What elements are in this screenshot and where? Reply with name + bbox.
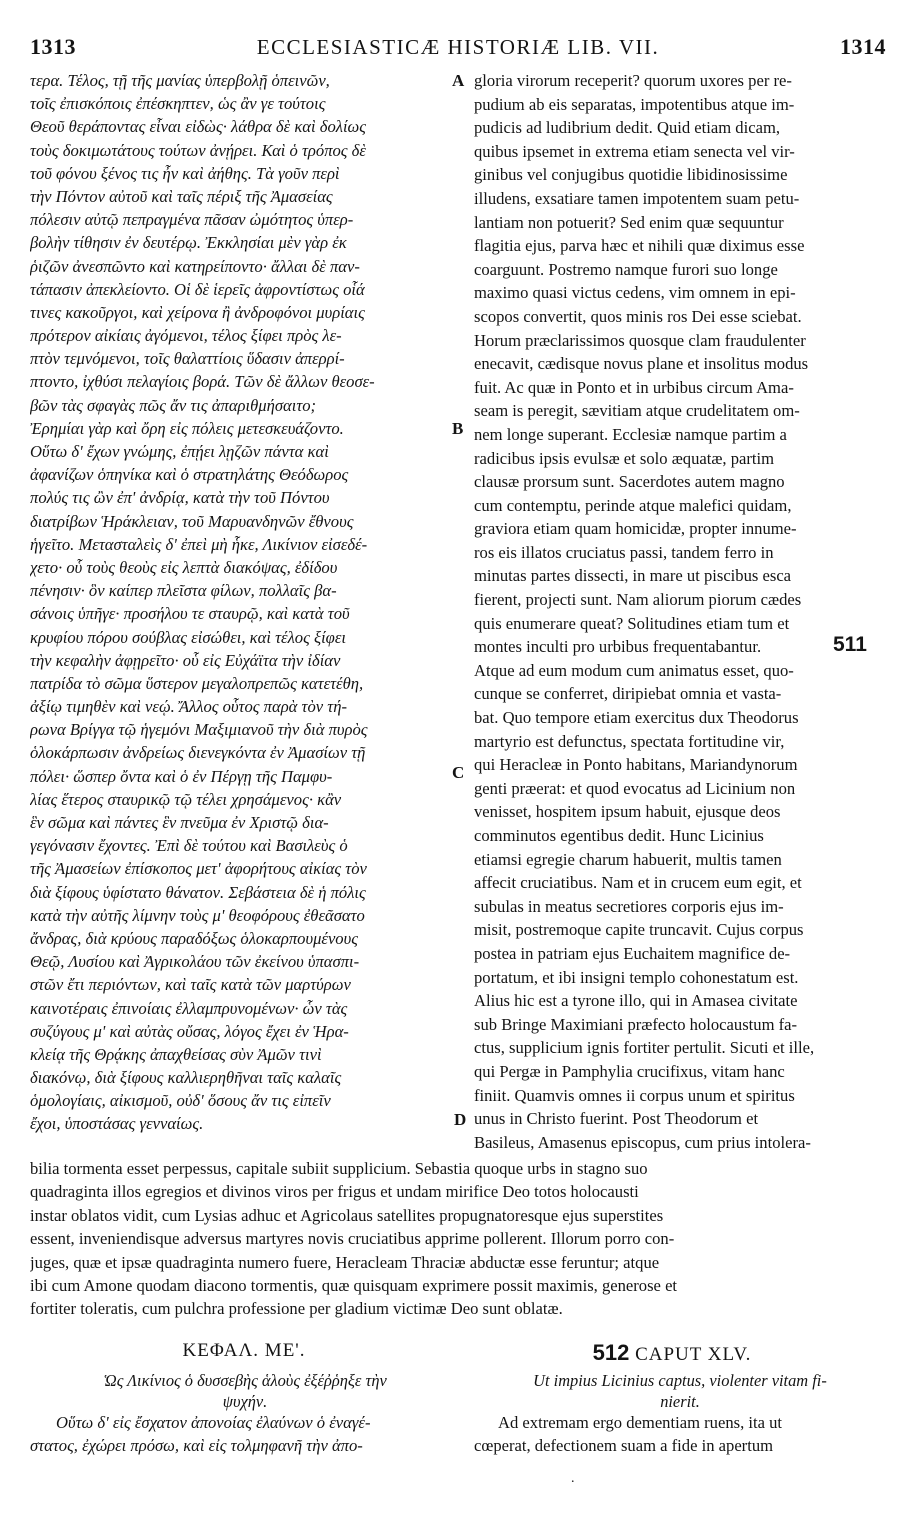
latin-text-line: gloria virorum receperit? quorum uxores per re- <box>474 71 792 90</box>
full-width-line: essent, inveniendisque adversus martyres novis cruciatibus apprime pollerent. Illorum porro con- <box>30 1229 675 1249</box>
greek-text-line: συζύγους μ' καὶ αὐτὰς οὔσας, λόγος ἔχει ἐν Ἡρα- <box>30 1021 349 1041</box>
latin-text-line: ros eis illatos cruciatus passi, tandem ferro in <box>474 542 774 562</box>
greek-text-line: ἀξίῳ τιμηθὲν καὶ νεῴ. Ἄλλος οὗτος παρὰ τὸν τή- <box>30 697 347 717</box>
greek-column <box>30 69 458 1136</box>
greek-text-line: Ἐρημίαι γὰρ καὶ ὄρη εἰς πόλεις μετεσκευάζοντο. <box>30 418 344 438</box>
greek-text-line: τὴν Πόντον αὐτοῦ καὶ ταῖς πέριξ τῆς Ἀμασείας <box>30 186 333 206</box>
latin-text-line: cunque se conferret, diripiebat omnia et vasta- <box>474 684 782 704</box>
greek-text-line: χετο· οὗ τοὺς θεοὺς εἰς λεπτὰ διακόψας, ἐδίδου <box>30 557 338 577</box>
greek-text-line: τάπασιν ἀπεκλείοντο. Οἱ δὲ ἱερεῖς ἀφροντίστως οἷά <box>30 279 365 299</box>
full-width-line: fortiter toleratis, cum pulchra professione per gladium victimæ Deo sunt oblatæ. <box>30 1299 563 1319</box>
greek-text-line: πατρίδα τὸ σῶμα ὕστερον μεγαλοπρεπῶς κατετέθη, <box>30 673 364 693</box>
latin-text-line: enecavit, cædisque novus plane et insolitus modus <box>474 354 809 374</box>
greek-text-line: γεγόνασιν ἔχοντες. Ἐπὶ δὲ τούτου καὶ Βασιλεὺς ὁ <box>30 836 348 856</box>
greek-text-line: ἡγεῖτο. Μετασταλεὶς δ' ἐπεὶ μὴ ἧκε, Λικίνιον εἰσεδέ- <box>30 534 368 554</box>
latin-text-line: subulas in meatus secretiores corporis ejus im- <box>474 896 784 916</box>
greek-text-line: τοῖς ἐπισκόποις ἐπέσκηπτεν, ὡς ἂν γε τούτοις <box>30 94 326 114</box>
latin-text-line: comminutos egentibus dedit. Hunc Licinius <box>474 826 764 845</box>
greek-chapter-heading: ΚΕΦΑΛ. ΜΕ'. <box>182 1340 306 1361</box>
margin-letter-b: B <box>452 419 464 438</box>
latin-text-line: sub Bringe Maximiani præfecto holocaustum fa- <box>474 1014 798 1034</box>
latin-text-line: martyrio est defunctus, spectata fortitudine vir, <box>474 731 785 751</box>
page-number-left: 1313 <box>30 34 76 59</box>
margin-letter-a: A <box>452 71 465 90</box>
latin-text-line: fuit. Ac quæ in Ponto et in urbibus circum Ama- <box>474 377 794 397</box>
full-width-text <box>30 1157 886 1321</box>
full-width-line: quadraginta illos egregios et divinos viros per frigus et undam mirifice Deo totos holocausti <box>30 1182 639 1202</box>
greek-text-line: ρωνα Βρίγγα τῷ ἡγεμόνι Μαξιμιανοῦ τὴν διὰ πυρὸς <box>30 720 368 740</box>
latin-chapter-text <box>474 1411 886 1457</box>
full-width-line: juges, quæ et ipsæ quadraginta numero fuere, Heracleam Thraciæ abductæ esse feruntur; atque <box>30 1252 660 1272</box>
greek-text-line: ἄνδρας, διὰ κρύους παραδόξως ὁλοκαρπουμένους <box>30 928 358 948</box>
latin-text-line: coarguunt. Postremo namque furori suo longe <box>474 259 778 279</box>
greek-text-line: λίας ἕτερος σταυρικῷ τῷ τέλει χρησάμενος· κἂν <box>30 789 342 809</box>
greek-subtitle-line: Ὡς Λικίνιος ὁ δυσσεβὴς ἁλοὺς ἐξέῤῥηξε τὴν <box>103 1371 387 1390</box>
full-width-line: ibi cum Amone quodam diacono tormentis, quæ quisquam exprimere possit maximis, generose et <box>30 1275 678 1295</box>
latin-text-line: minutas partes dissecti, in mare ut piscibus esca <box>474 566 792 586</box>
full-width-line: instar oblatos vidit, cum Lysias adhuc et Agricolaus satellites propugnatoresque ejus superstites <box>30 1205 664 1225</box>
latin-subtitle-line: nierit. <box>660 1392 700 1411</box>
latin-text-line: unus in Christo fuerint. Post Theodorum et <box>474 1109 759 1129</box>
latin-text-line: venisset, hospitem ipsum habuit, ejusque deos <box>474 802 781 822</box>
latin-chapter-heading-wrap <box>458 1340 886 1366</box>
latin-text-line: fierent, projecti sunt. Nam aliorum piorum cædes <box>474 590 802 610</box>
greek-text-line: ὁλοκάρπωσιν ἀνδρείως διενεγκόντα ἐν Ἀμασίων τῇ <box>30 743 366 763</box>
latin-chapter-line: cœperat, defectionem suam a fide in apertum <box>474 1436 774 1456</box>
greek-text-line: ἔχοι, ὑποστάσας γενναίως. <box>30 1114 204 1134</box>
greek-text-line: τερα. Τέλος, τῇ τῆς μανίας ὑπερβολῇ ὁπεινῶν, <box>30 71 330 90</box>
page-number-right: 1314 <box>840 34 886 59</box>
greek-text-line: ὁμολογίαις, αἰκισμοῦ, οὐδ' ὅσους ἄν τις εἰπεῖν <box>30 1091 331 1111</box>
running-header <box>30 34 886 64</box>
greek-subtitle-line: ψυχήν. <box>222 1392 268 1411</box>
greek-text-line: τῆς Ἀμασείων ἐπίσκοπος μετ' ἀφορήτους αἰκίας τὸν <box>30 859 367 879</box>
latin-chapter-subtitle <box>490 1370 870 1412</box>
latin-text-line: pudium ab eis separatas, impotentibus atque im- <box>474 94 795 114</box>
greek-text-line: διακόνῳ, διὰ ξίφους καλλιερηθῆναι ταῖς καλαῖς <box>30 1068 342 1088</box>
greek-text-line: κλείᾳ τῆς Θρᾴκης ἀπαχθείσας σὺν Ἀμῶν τινὶ <box>30 1044 322 1064</box>
latin-chapter-heading: CAPUT XLV. <box>635 1344 752 1365</box>
latin-text-line: pudicis ad ludibrium dedit. Quid etiam dicam, <box>474 118 781 138</box>
greek-text-line: πόλει· ὥσπερ ὄντα καὶ ὁ ἐν Πέργῃ τῆς Παμφυ- <box>30 766 333 786</box>
full-width-line: bilia tormenta esset perpessus, capitale subiit supplicium. Sebastia quoque urbs in stagno suo <box>30 1159 648 1178</box>
latin-text-line: etiamsi egregie charum habuerit, multis tamen <box>474 849 782 869</box>
greek-text-line: ἓν σῶμα καὶ πάντες ἓν πνεῦμα ἐν Χριστῷ δια- <box>30 813 329 832</box>
latin-text-line: Basileus, Amasenus episcopus, cum prius intolera- <box>474 1132 811 1152</box>
latin-text-line: nem longe superant. Ecclesiæ namque partim a <box>474 424 787 444</box>
greek-text-line: σάνοις ὑπῆγε· προσήλου τε σταυρῷ, καὶ κατὰ τοῦ <box>30 604 350 624</box>
greek-text-line: πολύς τις ὢν ἐπ' ἀνδρίᾳ, κατὰ τὴν τοῦ Πόντου <box>30 488 330 508</box>
latin-text-line: illudens, exsatiare tamen impotentem suam petu- <box>474 188 800 208</box>
greek-chapter-text <box>30 1411 458 1457</box>
latin-text-line: lantiam non potuerit? Sed enim quæ sequuntur <box>474 212 784 232</box>
greek-chapter-line: Οὕτω δ' εἰς ἔσχατον ἀπονοίας ἐλαύνων ὁ ἐναγέ- <box>56 1413 371 1432</box>
greek-text-line: καινοτέραις ἐπινοίαις ἐλλαμπρυνομένων· ὧν τὰς <box>30 998 348 1018</box>
greek-text-line: κατὰ τὴν αὐτῆς λίμνην τοὺς μ' θεοφόρους ἐθεᾶσατο <box>30 905 365 925</box>
latin-text-line: finiit. Quamvis omnes ii corpus unum et spiritus <box>474 1085 795 1105</box>
greek-text-line: πρότερον αἰκίαις ἀγόμενοι, τέλος ξίφει πρὸς λε- <box>30 326 342 346</box>
latin-chapter-line: Ad extremam ergo dementiam ruens, ita ut <box>498 1413 783 1432</box>
margin-letter-d: D <box>454 1110 467 1129</box>
greek-text-line: πτοντο, ἰχθύσι πελαγίοις βορά. Τῶν δὲ ἄλλων θεοσε- <box>30 372 375 392</box>
latin-text-line: montes inculti pro urbibus frequentabantur. <box>474 637 762 657</box>
latin-text-line: cum contemptu, perinde atque malefici quidam, <box>474 495 792 515</box>
latin-text-line: quis enumerare queat? Solitudines etiam tum et <box>474 613 790 633</box>
section-number-511: 511 <box>833 633 867 656</box>
latin-text-line: radicibus ipsis evulsæ et solo æquatæ, partim <box>474 448 775 468</box>
greek-text-line: τοῦ φόνου ξένος τις ἦν καὶ ἀήθης. Τὰ γοῦν περὶ <box>30 163 340 183</box>
latin-text-line: postea in patriam ejus Euchaitem magnifice de- <box>474 943 791 963</box>
greek-text-line: πτὸν τεμνόμενοι, τοῖς θαλαττίοις ὕδασιν ἀπερρί- <box>30 349 345 369</box>
greek-chapter-line: στατος, ἐχώρει πρόσω, καὶ εἰς τολμηφανῆ τὴν ἀπο- <box>30 1436 363 1456</box>
latin-column <box>474 69 886 1154</box>
greek-text-line: διατρίβων Ἡράκλειαν, τοῦ Μαρυανδηνῶν ἔθνους <box>30 511 354 531</box>
latin-text-line: portatum, et ibi insigni templo cohonestatum est. <box>474 967 799 987</box>
latin-text-line: scopos convertit, quos minis ros Dei esse sciebat. <box>474 306 802 326</box>
greek-text-line: τὴν κεφαλὴν ἀφῃρεῖτο· οὗ εἰς Εὐχάϊτα τὴν ἰδίαν <box>30 650 341 670</box>
latin-subtitle-line: Ut impius Licinius captus, violenter vitam fi- <box>533 1371 827 1390</box>
latin-text-line: clausæ prorsum sunt. Sacerdotes autem magno <box>474 472 785 492</box>
running-title: ECCLESIASTICÆ HISTORIÆ LIB. VII. <box>256 35 660 59</box>
latin-text-line: maximo quasi victus cedens, vim omnem in epi- <box>474 283 796 303</box>
greek-text-line: στῶν ἔτι περιόντων, καὶ ταῖς κατὰ τῶν μαρτύρων <box>30 975 351 995</box>
greek-text-line: κρυφίου πόρου σούβλας εἰσώθει, καὶ τέλος ξίφει <box>30 627 347 647</box>
latin-text-line: Atque ad eum modum cum animatus esset, quo- <box>474 660 794 680</box>
latin-text-line: genti præerat: et quod evocatus ad Licinium non <box>474 778 796 798</box>
greek-text-line: τινες κακοῦργοι, καὶ χείρονα ἢ ἀνδροφόνοι μυρίαις <box>30 302 365 322</box>
greek-text-line: πόλεσιν αὐτῷ πεπραγμένα πᾶσαν ὠμότητος ὑπερ- <box>30 210 354 230</box>
latin-text-line: Alius hic est a tyrone illo, qui in Amasea civitate <box>474 991 798 1011</box>
latin-text-line: qui Heracleæ in Ponto habitans, Mariandynorum <box>474 755 798 775</box>
margin-letter-c: C <box>452 763 465 782</box>
greek-text-line: διὰ ξίφους ὑφίστατο θάνατον. Σεβάστεια δὲ ἡ πόλις <box>30 882 366 902</box>
stray-mark: . <box>571 1471 575 1486</box>
greek-text-line: τοὺς δοκιμωτάτους τούτων ἀνῄρει. Καὶ ὁ τρόπος δὲ <box>30 140 366 160</box>
latin-text-line: ginibus vel conjugibus quotidie libidinosissime <box>474 165 788 185</box>
greek-text-line: Οὕτω δ' ἔχων γνώμης, ἐπῄει λῃζῶν πάντα καὶ <box>30 442 329 461</box>
greek-text-line: Θεοῦ θεράποντας εἶναι εἰδὼς· λάθρα δὲ καὶ δολίως <box>30 117 367 137</box>
greek-text-line: ῥιζῶν ἀνεσπῶντο καὶ κατηρείποντο· ἄλλαι δὲ παν- <box>30 256 360 276</box>
latin-text-line: Horum præclarissimos quosque clam fraudulenter <box>474 330 806 350</box>
latin-text-line: flagitia ejus, parva hæc et nihili quæ diximus esse <box>474 236 805 256</box>
greek-text-line: βῶν τὰς σφαγὰς πῶς ἄν τις ἀπαριθμήσαιτο; <box>30 395 317 415</box>
greek-text-line: πένησιν· ὃν καίπερ πλεῖστα φίλων, πολλαῖς βα- <box>30 581 337 601</box>
greek-text-line: βολὴν τίθησιν ἐν δευτέρῳ. Ἐκκλησίαι μὲν γὰρ ἐκ <box>30 233 347 253</box>
greek-text-line: ἀφανίζων ὁπηνίκα καὶ ὁ στρατηλάτης Θεόδωρος <box>30 465 349 485</box>
latin-text-line: seam is peregit, sævitiam atque crudelitatem om- <box>474 401 800 421</box>
latin-text-line: quibus ipsemet in extrema etiam senecta vel vir- <box>474 141 795 161</box>
section-number-512: 512 <box>592 1340 630 1365</box>
greek-chapter-subtitle <box>60 1370 430 1412</box>
latin-text-line: qui Pergæ in Pamphylia crucifixus, vitam hanc <box>474 1061 785 1081</box>
greek-text-line: Θεῷ, Λυσίου καὶ Ἀγρικολάου τῶν ἐκείνου ὑπασπι- <box>30 952 360 972</box>
latin-text-line: bat. Quo tempore etiam exercitus dux Theodorus <box>474 708 799 728</box>
latin-text-line: misit, postremoque capite truncavit. Cujus corpus <box>474 920 804 940</box>
latin-text-line: affecit cruciatibus. Nam et in crucem eum egit, et <box>474 873 802 893</box>
latin-text-line: ctus, supplicium ignis fortiter pertulit. Sicuti et ille, <box>474 1038 815 1058</box>
latin-text-line: graviora etiam quam homicidæ, propter innume- <box>474 519 797 539</box>
